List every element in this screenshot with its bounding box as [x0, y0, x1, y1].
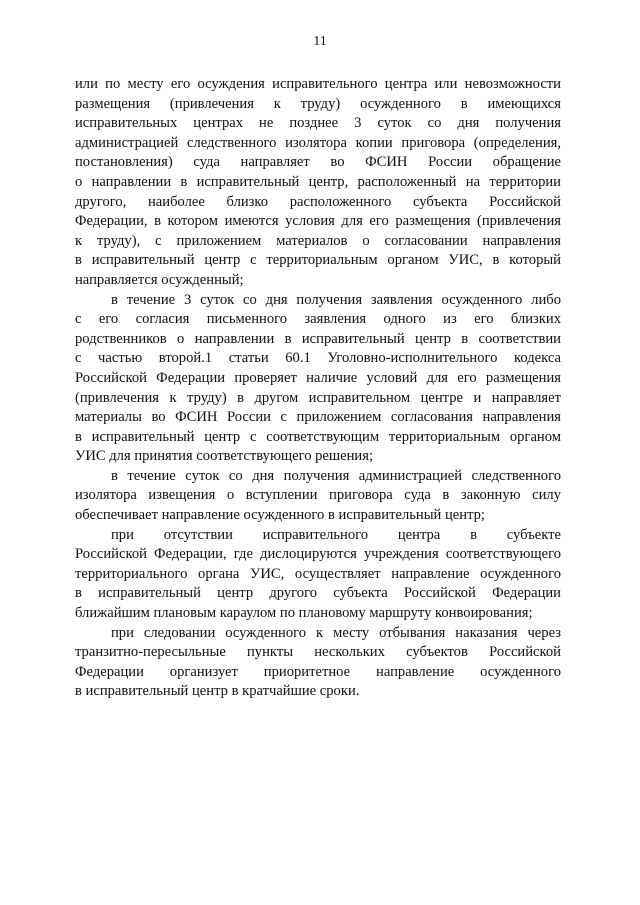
text-line: материалы во ФСИН России с приложением согласования направления [75, 409, 561, 426]
text-line: Российской Федерации проверяет наличие условий для его размещения [75, 369, 561, 386]
text-line: о направлении в исправительный центр, расположенный на территории [75, 173, 561, 190]
text-line: в исправительный центр в кратчайшие сроки. [75, 683, 360, 700]
text-line: с частью второй.1 статьи 60.1 Уголовно-исполнительного кодекса [75, 350, 561, 367]
text-line: УИС для принятия соответствующего решения; [75, 448, 374, 465]
body-text [75, 75, 561, 702]
text-line: Российской Федерации, где дислоцируются учреждения соответствующего [75, 546, 561, 563]
text-line: территориального органа УИС, осуществляет направление осужденного [75, 565, 561, 582]
text-line: или по месту его осуждения исправительного центра или невозможности [75, 76, 561, 92]
text-line: направляется осужденный; [75, 271, 244, 288]
text-line: в исправительный центр с территориальным органом УИС, в который [75, 252, 561, 269]
text-line: администрацией следственного изолятора копии приговора (определения, [75, 134, 561, 151]
text-line: к труду), с приложением материалов о согласовании направления [75, 232, 561, 249]
text-line: с его согласия письменного заявления одного из его близких [75, 311, 561, 328]
text-line: ближайшим плановым караулом по плановому маршруту конвоирования; [75, 605, 533, 622]
page-number: 11 [313, 34, 327, 49]
text-line: исправительных центрах не позднее 3 суток со дня получения [75, 115, 561, 132]
text-line: Федерации, в котором имеются условия для его размещения (привлечения [75, 213, 561, 230]
text-line: в исправительный центр с соответствующим территориальным органом [75, 428, 561, 445]
text-line: Федерации организует приоритетное направление осужденного [75, 663, 561, 680]
text-line: транзитно-пересыльные пункты нескольких субъектов Российской [75, 644, 561, 661]
text-line: обеспечивает направление осужденного в исправительный центр; [75, 507, 485, 524]
text-line: изолятора извещения о вступлении приговора суда в законную силу [75, 487, 561, 504]
text-line: в течение 3 суток со дня получения заявления осужденного либо [111, 291, 561, 308]
text-line: при следовании осужденного к месту отбывания наказания через [111, 624, 561, 641]
text-line: постановления) суда направляет во ФСИН России обращение [75, 154, 561, 171]
text-line: при отсутствии исправительного центра в субъекте [111, 526, 561, 543]
text-line: (привлечения к труду) в другом исправительном центре и направляет [75, 389, 561, 406]
text-line: размещения (привлечения к труду) осужденного в имеющихся [75, 95, 561, 112]
text-line: другого, наиболее близко расположенного субъекта Российской [75, 193, 561, 210]
text-line: родственников о направлении в исправительный центр в соответствии [75, 330, 561, 347]
text-line: в течение суток со дня получения администрацией следственного [111, 467, 561, 484]
text-line: в исправительный центр другого субъекта Российской Федерации [75, 585, 561, 602]
